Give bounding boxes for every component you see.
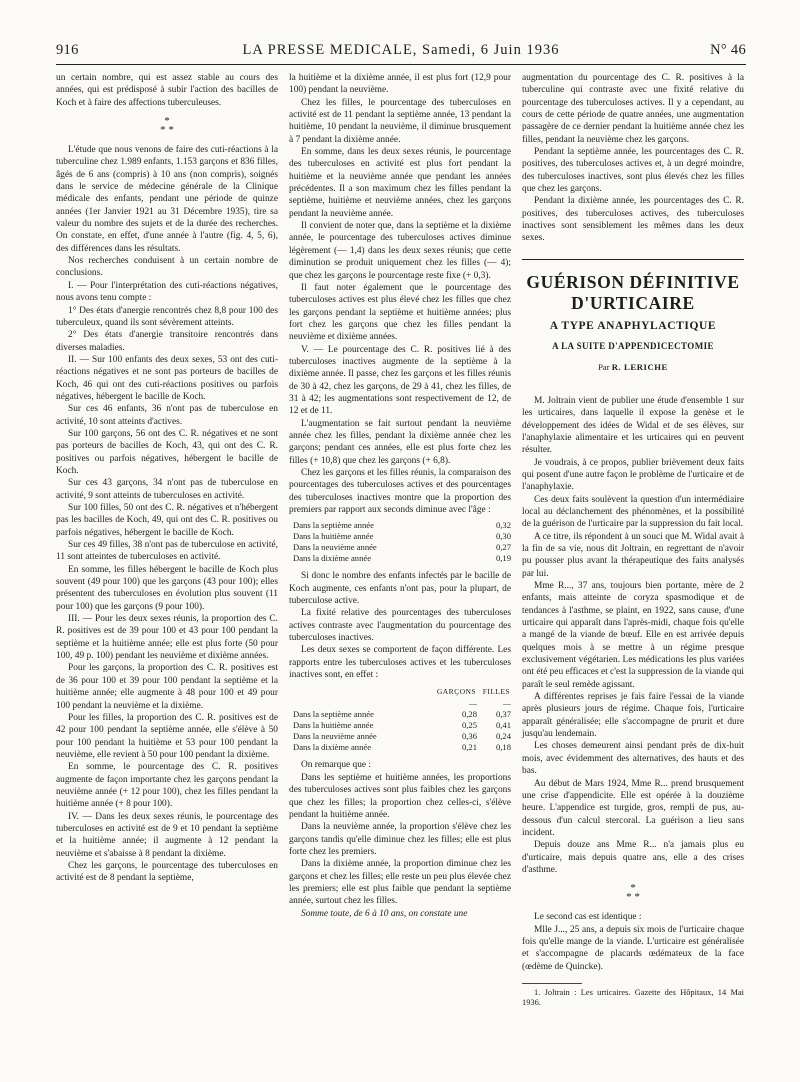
- paragraph: Chez les filles, le pourcentage des tuberculoses en activité est de 11 pendant la septième année, 13 pendant la huitième, 10 pendant la neuvième, il diminue brusquement à 7 pendant la dixième année.: [289, 97, 511, 145]
- paragraph: Pendant la septième année, les pourcentages des C. R. positives, des tuberculoses actives et, à un degré moindre, des tuberculoses inactives, sont plus élevés chez les filles que chez les garçons.: [522, 147, 744, 195]
- page-number: 916: [56, 42, 79, 58]
- paragraph: Sur ces 46 enfants, 36 n'ont pas de tuberculose en activité, 10 sont atteints d'actives.: [56, 404, 278, 427]
- paragraph: Chez les garçons, le pourcentage des tuberculoses en activité est de 8 pendant la septième,: [56, 860, 278, 884]
- paragraph: Le second cas est identique :: [534, 912, 642, 923]
- paragraph: Il convient de noter que, dans la septième et la dixième année, le pourcentage des tuberculoses actives diminue légèrement (— 1,4) dans les deux sexes réunis; que cette diminution se produit uniquement chez les filles (— 4); que chez les garçons le pourcentage reste fixe (+ 0,3).: [289, 221, 511, 281]
- paragraph: Pour les garçons, la proportion des C. R. positives est de 36 pour 100 et 39 pour 100 pendant la septième et la huitième année; elle augmente à 48 pour 100 et 49 pour 100 pendant la neuvième et la dixième.: [56, 663, 278, 711]
- paragraph: augmentation du pourcentage des C. R. positives à la tuberculine qui contraste avec une fixité relative du pourcentage des tuberculoses actives. Il y a cependant, au cours de cette période de quatre années, une augmentation passagère de ce dernier pendant la huitième année chez les filles, pendant la neuvième chez les garçons.: [522, 73, 744, 145]
- paragraph: A ce titre, ils répondent à un souci que M. Widal avait à la fin de sa vie, nous dit Joltrain, en regrettant de n'avoir pu pousser plus avant la thérapeutique des faits analysés par lui.: [522, 531, 744, 579]
- paragraph: En somme, dans les deux sexes réunis, le pourcentage des tuberculoses en activité est plus fort pendant la huitième et la neuvième année que pendant les années précédentes. Il a son maximum chez les filles pendant la septième, huitième et neuvième années, chez les garçons pendant la neuvième année.: [289, 147, 511, 219]
- paragraph: Sur ces 49 filles, 38 n'ont pas de tuberculose en activité, 11 sont atteintes de tuberculoses en activité.: [56, 540, 278, 563]
- paragraph: Ces deux faits soulèvent la question d'un intermédiaire local au déclanchement des phénomènes, et la possibilité de la guérison de l'urticaire par la suppression du fait local.: [522, 494, 744, 530]
- paragraph: Dans la neuvième année, la proportion s'élève chez les garçons tandis qu'elle diminue chez les filles; elle est plus forte chez les premiers.: [289, 822, 511, 857]
- paragraph: L'étude que nous venons de faire des cuti-réactions à la tuberculine chez 1.989 enfants, 1.153 garçons et 836 filles, âgés de 6 ans (compris) à 10 ans (non compris), soignés dans le service de médecine générale de la Clinique médicale des enfants, pendant une période de quinze années (1er Janvier 1921 au 31 Décembre 1935), tire sa valeur du nombre des sujets et de la durée des recherches. On constate, en effet, d'une année à l'autre (fig. 4, 5, 6), des différences dans les résultats.: [56, 145, 278, 254]
- paragraph: Nos recherches conduisent à un certain nombre de conclusions.: [56, 256, 278, 279]
- article-title: GUÉRISON DÉFINITIVE D'URTICAIRE: [526, 271, 740, 313]
- table-row: Dans la dixième année 0,21 0,18: [293, 742, 511, 753]
- paragraph: L'augmentation se fait surtout pendant la neuvième année chez les filles, pendant la dixième année chez les garçons; pendant ces années, elle est plus forte chez les filles (+ 10,8) que chez les garçons (+ 6,8).: [289, 418, 511, 466]
- paragraph: I. — Pour l'interprétation des cuti-réactions négatives, nous avons tenu compte :: [56, 280, 278, 304]
- paragraph: Il faut noter également que le pourcentage des tuberculoses actives est plus élevé chez les filles que chez les garçons pendant la septième et huitième années; plus fort chez les garçons que chez les filles pendant la neuvième et dixième années.: [289, 282, 511, 343]
- table-row: Dans la septième année 0,28 0,37: [293, 709, 511, 720]
- paragraph: Les deux sexes se comportent de façon différente. Les rapports entre les tuberculoses actives et les tuberculoses inactives sont, en effet :: [289, 645, 511, 681]
- paragraph: IV. — Dans les deux sexes réunis, le pourcentage des tuberculoses en activité est de 9 et 10 pendant la septième et la huitième année; il augmente à 12 pendant la neuvième et s'abaisse à 8 pendant la dixième.: [56, 811, 278, 859]
- section-separator: * * *: [626, 882, 640, 904]
- table-row: Dans la huitième année 0,30: [293, 531, 511, 542]
- article-title-line3: A TYPE ANAPHYLACTIQUE: [549, 319, 717, 332]
- footnote-rule: [522, 983, 582, 984]
- paragraph: M. Joltrain vient de publier une étude d'ensemble 1 sur les urticaires, dans laquelle il expose la genèse et le développement des idées de Widal et de ses élèves, sur l'anaphylaxie alimentaire et les urticaires qui en peuvent résulter.: [522, 395, 744, 456]
- paragraph: un certain nombre, qui est assez stable au cours des années, qui est prédisposé à subir l'action des bacilles de Koch et à faire des affections tuberculeuses.: [56, 73, 278, 108]
- column-1: [56, 72, 278, 885]
- table-row: Dans la neuvième année 0,27: [293, 542, 511, 553]
- article-subtitle: A LA SUITE D'APPENDICECTOMIE: [552, 341, 714, 352]
- paragraph: la huitième et la dixième année, il est plus fort (12,9 pour 100) pendant la neuvième.: [289, 73, 511, 96]
- article-rule: [522, 259, 744, 260]
- sex-ratio-table: [289, 685, 511, 753]
- journal-title: LA PRESSE MEDICALE, Samedi, 6 Juin 1936: [242, 42, 560, 58]
- paragraph: Mlle J..., 25 ans, a depuis six mois de l'urticaire chaque fois qu'elle mange de la viande. L'urticaire est généralisée et s'accompagne de placards œdémateux de la face (œdème de Quincke).: [522, 924, 744, 972]
- paragraph: Chez les garçons et les filles réunis, la comparaison des pourcentages des tuberculoses actives et des pourcentages des tuberculoses inactives montre que la proportion des premiers par rapport aux seconds diminue avec l'âge :: [289, 468, 511, 516]
- column-3: [522, 72, 744, 1009]
- paragraph: Les choses demeurent ainsi pendant près de dix-huit mois, avec évidemment des alternatives, des hauts et des bas.: [522, 741, 744, 777]
- footnote: 1. Joltrain : Les urticaires. Gazette des Hôpitaux, 14 Mai 1936.: [522, 987, 744, 1008]
- paragraph: Dans la dixième année, la proportion diminue chez les garçons et chez les filles; elle reste un peu plus élevée chez les premiers; elle est plus faible que pendant la septième année, surtout chez les filles.: [289, 859, 511, 907]
- column-2: [289, 72, 511, 920]
- paragraph: Dans les septième et huitième années, les proportions des tuberculoses actives sont plus faibles chez les garçons que chez les filles; la proportion chez celles-ci, s'élève pendant la huitième année.: [289, 772, 511, 820]
- section-separator: * * *: [160, 115, 174, 137]
- paragraph: Si donc le nombre des enfants infectés par le bacille de Koch augmente, ces enfants n'ont pas, pour la plupart, de tuberculose active.: [289, 571, 511, 607]
- paragraph: Mme R..., 37 ans, toujours bien portante, mère de 2 enfants, mais atteinte de coryza spasmodique et de tendances à l'asthme, se plaint, en 1922, sans cause, d'une urticaire qui apparaît dans l'après-midi, chaque fois qu'elle a mangé de la viande de bœuf. Elle en est arrivée depuis quelques mois à se mettre à un régime presque exclusivement végétarien. Les médications les plus variées ont été peu efficaces et c'est la suppression de la viande qui paraît le seul remède agissant.: [522, 581, 745, 690]
- paragraph: Depuis douze ans Mme R... n'a jamais plus eu d'urticaire, mais depuis quatre ans, elle a des crises d'asthme.: [522, 840, 744, 875]
- table-row: Dans la dixième année 0,19: [293, 553, 511, 564]
- paragraph: Sur 100 garçons, 56 ont des C. R. négatives et ne sont pas porteurs de bacilles de Koch, 43, qui ont des C. R. positives ou parfois négatives, hébergent le bacille de Koch.: [56, 428, 278, 476]
- paragraph: Au début de Mars 1924, Mme R... prend brusquement une crise d'appendicite. Elle est opérée à la douzième heure. L'appendice est turgide, gros, rempli de pus, au-dessous d'un calcul stercoral. La guérison a lieu sans incident.: [522, 778, 744, 838]
- ratio-table: [289, 520, 511, 564]
- table-row: Dans la septième année 0,32: [293, 520, 511, 531]
- page-header: [56, 42, 746, 64]
- paragraph: Somme toute, de 6 à 10 ans, on constate une: [301, 908, 468, 919]
- article-author: Par R. LERICHE: [598, 361, 668, 372]
- table-header: GARÇONS FILLES: [436, 687, 510, 697]
- paragraph: III. — Pour les deux sexes réunis, la proportion des C. R. positives est de 39 pour 100 et 43 pour 100 pendant la septième et la huitième année; elle est plus forte (50 pour 100, 49 p. 100) pendant les neuvième et dixième années.: [56, 614, 278, 662]
- paragraph: En somme, les filles hébergent le bacille de Koch plus souvent (49 pour 100) que les garçons (43 pour 100); elles présentent des tuberculoses en évolution plus souvent (11 pour 100) que les garçons (9 pour 100).: [56, 564, 278, 612]
- paragraph: Pour les filles, la proportion des C. R. positives est de 42 pour 100 pendant la septième année, elle s'élève à 50 pour 100 pendant la huitième et 53 pour 100 pendant la neuvième, elle revient à 50 pour 100 pendant la dixième.: [56, 712, 278, 760]
- paragraph: V. — Le pourcentage des C. R. positives lié à des tuberculoses inactives augmente de la septième à la dixième année. Il passe, chez les garçons et les filles réunis de 30 à 42, chez les garçons, de 29 à 41, chez les filles, de 31 à 42; les augmentations sont respectivement de 12, de 12 et de 11.: [289, 344, 511, 417]
- issue-number: N° 46: [710, 42, 746, 58]
- paragraph: Sur ces 43 garçons, 34 n'ont pas de tuberculose en activité, 9 sont atteints de tuberculoses en activité.: [56, 478, 278, 501]
- paragraph: Je voudrais, à ce propos, publier brièvement deux faits qui posent d'une autre façon le problème de l'urticaire et de l'anaphylaxie.: [522, 457, 744, 493]
- paragraph: II. — Sur 100 enfants des deux sexes, 53 ont des cuti-réactions négatives et ne sont pas porteurs de bacilles de Koch, 46 qui ont des cuti-réactions positives ou parfois négatives, hébergent le bacille de Koch.: [56, 354, 278, 402]
- paragraph: 2° Des états d'anergie transitoire rencontrés dans diverses maladies.: [56, 330, 278, 353]
- table-row: Dans la neuvième année 0,36 0,24: [293, 731, 511, 742]
- paragraph: 1° Des états d'anergie rencontrés chez 8,8 pour 100 des tuberculeux, quand ils sont sévèrement atteints.: [56, 305, 278, 328]
- paragraph: Pendant la dixième année, les pourcentages des C. R. positives, des tuberculoses actives, des tuberculoses inactives sont sensiblement les mêmes dans les deux sexes.: [522, 196, 744, 244]
- paragraph: En somme, le pourcentage des C. R. positives augmente de façon importante chez les garçons pendant la neuvième année (+ 12 pour 100), chez les filles pendant la huitième année (+ 8 pour 100).: [56, 762, 278, 810]
- paragraph: On remarque que :: [301, 760, 372, 771]
- paragraph: La fixité relative des pourcentages des tuberculoses actives contraste avec l'augmentation du pourcentage des tuberculoses inactives.: [289, 608, 511, 644]
- table-divider: — —: [469, 699, 511, 709]
- paragraph: Sur 100 filles, 50 ont des C. R. négatives et n'hébergent pas les bacilles de Koch, 49, qui ont des C. R. positives ou parfois négatives, hébergent le bacille de Koch.: [56, 503, 278, 538]
- paragraph: A différentes reprises je fais faire l'essai de la viande après plusieurs jours de régime. Chaque fois, l'urticaire apparaît généralisée; elle s'accompagne de prurit et dure jusqu'au lendemain.: [522, 692, 744, 740]
- table-row: Dans la huitième année 0,25 0,41: [293, 720, 511, 731]
- header-rule: [56, 64, 746, 65]
